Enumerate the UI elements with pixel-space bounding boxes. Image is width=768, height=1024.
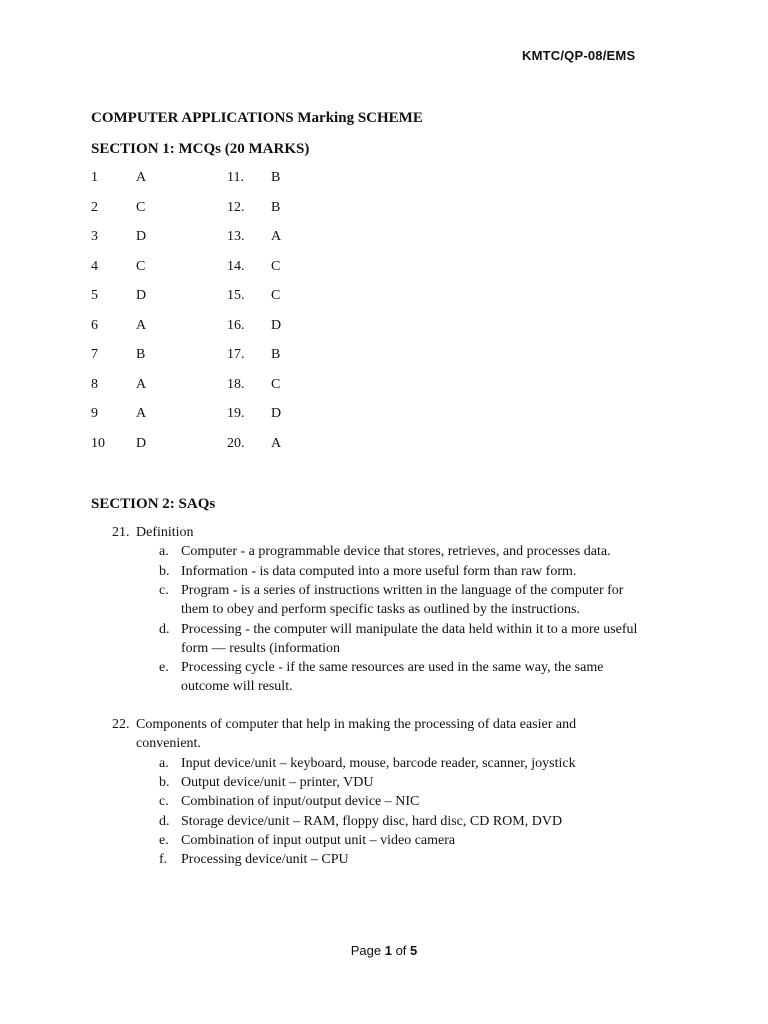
mcq-row — [0, 318, 768, 338]
mcq-number: 16. — [227, 318, 245, 333]
mcq-number: 15. — [227, 288, 245, 303]
answer-text: Output device/unit – printer, VDU — [181, 774, 374, 790]
mcq-number: 2 — [91, 200, 98, 215]
section2-title: SECTION 2: SAQs — [91, 496, 216, 512]
document-code: KMTC/QP-08/EMS — [522, 48, 636, 63]
answer-text: Information - is data computed into a more useful form than raw form. — [181, 563, 577, 579]
answer-text: form — results (information — [181, 640, 341, 656]
mcq-answer: C — [136, 259, 146, 274]
mcq-row — [0, 406, 768, 426]
answer-text: Processing device/unit – CPU — [181, 852, 349, 868]
answer-text: Processing - the computer will manipulate the data held within it to a more useful — [181, 621, 638, 637]
mcq-answer: C — [271, 259, 281, 274]
footer-page-total: 5 — [410, 943, 418, 958]
mcq-number: 20. — [227, 436, 245, 451]
mcq-row — [0, 229, 768, 249]
answer-letter: b. — [159, 774, 170, 790]
mcq-answer: C — [271, 377, 281, 392]
mcq-answer: B — [271, 200, 281, 215]
mcq-answer: A — [271, 436, 282, 451]
mcq-number: 17. — [227, 347, 245, 362]
question-text: Definition — [136, 525, 194, 540]
mcq-answer: C — [136, 200, 146, 215]
mcq-answer: D — [136, 229, 147, 244]
answer-text: Combination of input/output device – NIC — [181, 794, 420, 810]
answer-text: Program - is a series of instructions written in the language of the computer for — [181, 582, 624, 598]
document-title: COMPUTER APPLICATIONS Marking SCHEME — [91, 110, 423, 126]
mcq-answer: B — [271, 347, 281, 362]
question-number: 22. — [112, 717, 130, 732]
answer-letter: d. — [159, 813, 170, 829]
question-number: 21. — [112, 525, 130, 540]
question-text: convenient. — [136, 736, 201, 752]
answer-letter: f. — [159, 852, 168, 868]
mcq-answer: B — [271, 170, 281, 185]
mcq-number: 7 — [91, 347, 98, 362]
mcq-answer: A — [271, 229, 282, 244]
mcq-number: 4 — [91, 259, 98, 274]
page-footer — [0, 943, 768, 958]
mcq-row — [0, 259, 768, 279]
mcq-number: 10 — [91, 436, 105, 451]
mcq-number: 18. — [227, 377, 245, 392]
mcq-answer: B — [136, 347, 146, 362]
mcq-row — [0, 436, 768, 456]
answer-letter: c. — [159, 582, 169, 598]
mcq-answer: A — [136, 377, 147, 392]
mcq-row — [0, 288, 768, 308]
section1-title: SECTION 1: MCQs (20 MARKS) — [91, 141, 310, 157]
answer-letter: a. — [159, 544, 169, 560]
footer-of-word: of — [395, 943, 407, 958]
question-text: Components of computer that help in making the processing of data easier and — [136, 717, 577, 732]
answer-text: Computer - a programmable device that stores, retrieves, and processes data. — [181, 544, 611, 560]
mcq-row — [0, 377, 768, 397]
answer-text: Processing cycle - if the same resources are used in the same way, the same — [181, 660, 604, 676]
mcq-number: 8 — [91, 377, 98, 392]
answer-text: them to obey and perform specific tasks as outlined by the instructions. — [181, 602, 580, 618]
footer-page-number: 1 — [384, 943, 392, 958]
mcq-answer: D — [136, 436, 147, 451]
mcq-number: 5 — [91, 288, 98, 303]
mcq-number: 12. — [227, 200, 245, 215]
answer-text: Combination of input output unit – video camera — [181, 832, 456, 848]
mcq-number: 11. — [227, 170, 244, 185]
answer-letter: e. — [159, 832, 169, 848]
mcq-answer: A — [136, 406, 147, 421]
mcq-number: 6 — [91, 318, 98, 333]
mcq-answer: C — [271, 288, 281, 303]
mcq-row — [0, 200, 768, 220]
answer-letter: c. — [159, 794, 169, 810]
answer-letter: b. — [159, 563, 170, 579]
mcq-answer: A — [136, 170, 147, 185]
answer-text: outcome will result. — [181, 679, 293, 695]
answer-text: Input device/unit – keyboard, mouse, barcode reader, scanner, joystick — [181, 755, 576, 771]
mcq-row — [0, 347, 768, 367]
mcq-answer: D — [271, 406, 282, 421]
mcq-number: 14. — [227, 259, 245, 274]
mcq-number: 19. — [227, 406, 245, 421]
mcq-row — [0, 170, 768, 190]
mcq-answer: A — [136, 318, 147, 333]
mcq-answer: D — [136, 288, 147, 303]
answer-letter: a. — [159, 755, 169, 771]
answer-letter: e. — [159, 660, 169, 676]
mcq-number: 9 — [91, 406, 98, 421]
answer-text: Storage device/unit – RAM, floppy disc, hard disc, CD ROM, DVD — [181, 813, 563, 829]
mcq-number: 13. — [227, 229, 245, 244]
mcq-answer: D — [271, 318, 282, 333]
footer-page-word: Page — [350, 943, 382, 958]
answer-letter: d. — [159, 621, 170, 637]
mcq-number: 1 — [91, 170, 98, 185]
mcq-number: 3 — [91, 229, 98, 244]
